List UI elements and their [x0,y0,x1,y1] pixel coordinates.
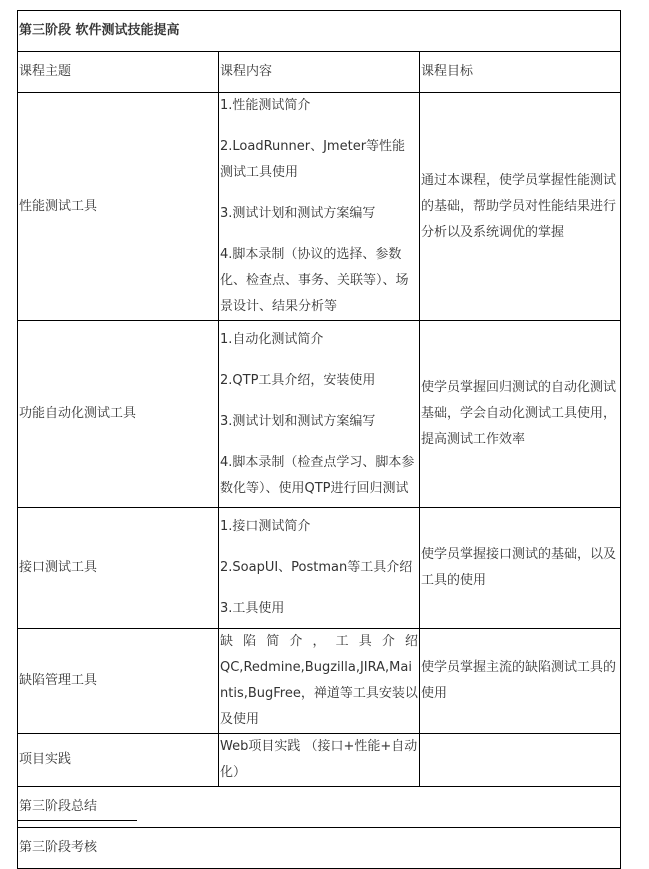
header-row [18,52,621,93]
content-cell [219,629,420,734]
content-line: 2.SoapUI、Postman等工具介绍 [220,560,413,575]
content-line: QC,Redmine,Bugzilla,JIRA,Maintis,BugFree，禅道等工具安装以及使用 [220,660,418,727]
content-line: 4.脚本录制（检查点学习、脚本参数化等）、使用QTP进行回归测试 [220,454,415,496]
stage-title-row [18,11,621,52]
content-line: 1.自动化测试简介 [220,331,324,347]
goal-cell: 使学员掌握接口测试的基础，以及工具的使用 [420,508,621,629]
goal-cell: 通过本课程，使学员掌握性能测试的基础，帮助学员对性能结果进行分析以及系统调优的掌握 [420,93,621,321]
content-line: 2.QTP工具介绍，安装使用 [220,372,376,388]
content-line: 1.接口测试简介 [220,519,311,534]
header-topic: 课程主题 [18,52,219,93]
topic-cell: 接口测试工具 [18,508,219,629]
table-bottom-line [17,820,137,821]
table-row [18,321,621,508]
content-line: 缺 陷 简 介 ， 工 具 介 绍 [220,634,418,649]
content-line: 1.性能测试简介 [220,98,311,113]
header-goal: 课程目标 [420,52,621,93]
table-row [18,508,621,629]
goal-cell [420,734,621,787]
stage-three-course-table [17,10,621,869]
content-line: 3.工具使用 [220,601,285,616]
exam-cell: 第三阶段考核 [18,828,621,869]
table-row [18,629,621,734]
summary-cell: 第三阶段总结 [18,787,621,828]
goal-cell: 使学员掌握回归测试的自动化测试基础，学会自动化测试工具使用，提高测试工作效率 [420,321,621,508]
topic-cell: 项目实践 [18,734,219,787]
goal-cell: 使学员掌握主流的缺陷测试工具的使用 [420,629,621,734]
content-line: 4.脚本录制（协议的选择、参数化、检查点、事务、关联等）、场景设计、结果分析等 [220,247,409,314]
stage-title: 第三阶段 软件测试技能提高 [18,11,621,52]
content-line: 3.测试计划和测试方案编写 [220,413,376,429]
content-cell [219,508,420,629]
topic-cell: 缺陷管理工具 [18,629,219,734]
content-line: 2.LoadRunner、Jmeter等性能测试工具使用 [220,139,406,180]
exam-row [18,828,621,869]
table-row [18,93,621,321]
topic-cell: 性能测试工具 [18,93,219,321]
table-row [18,734,621,787]
summary-row [18,787,621,828]
content-cell [219,93,420,321]
topic-cell: 功能自动化测试工具 [18,321,219,508]
course-table-wrapper [17,10,621,869]
content-cell [219,321,420,508]
header-content: 课程内容 [219,52,420,93]
content-line: 3.测试计划和测试方案编写 [220,206,376,221]
content-cell: Web项目实践 （接口+性能+自动化） [219,734,420,787]
